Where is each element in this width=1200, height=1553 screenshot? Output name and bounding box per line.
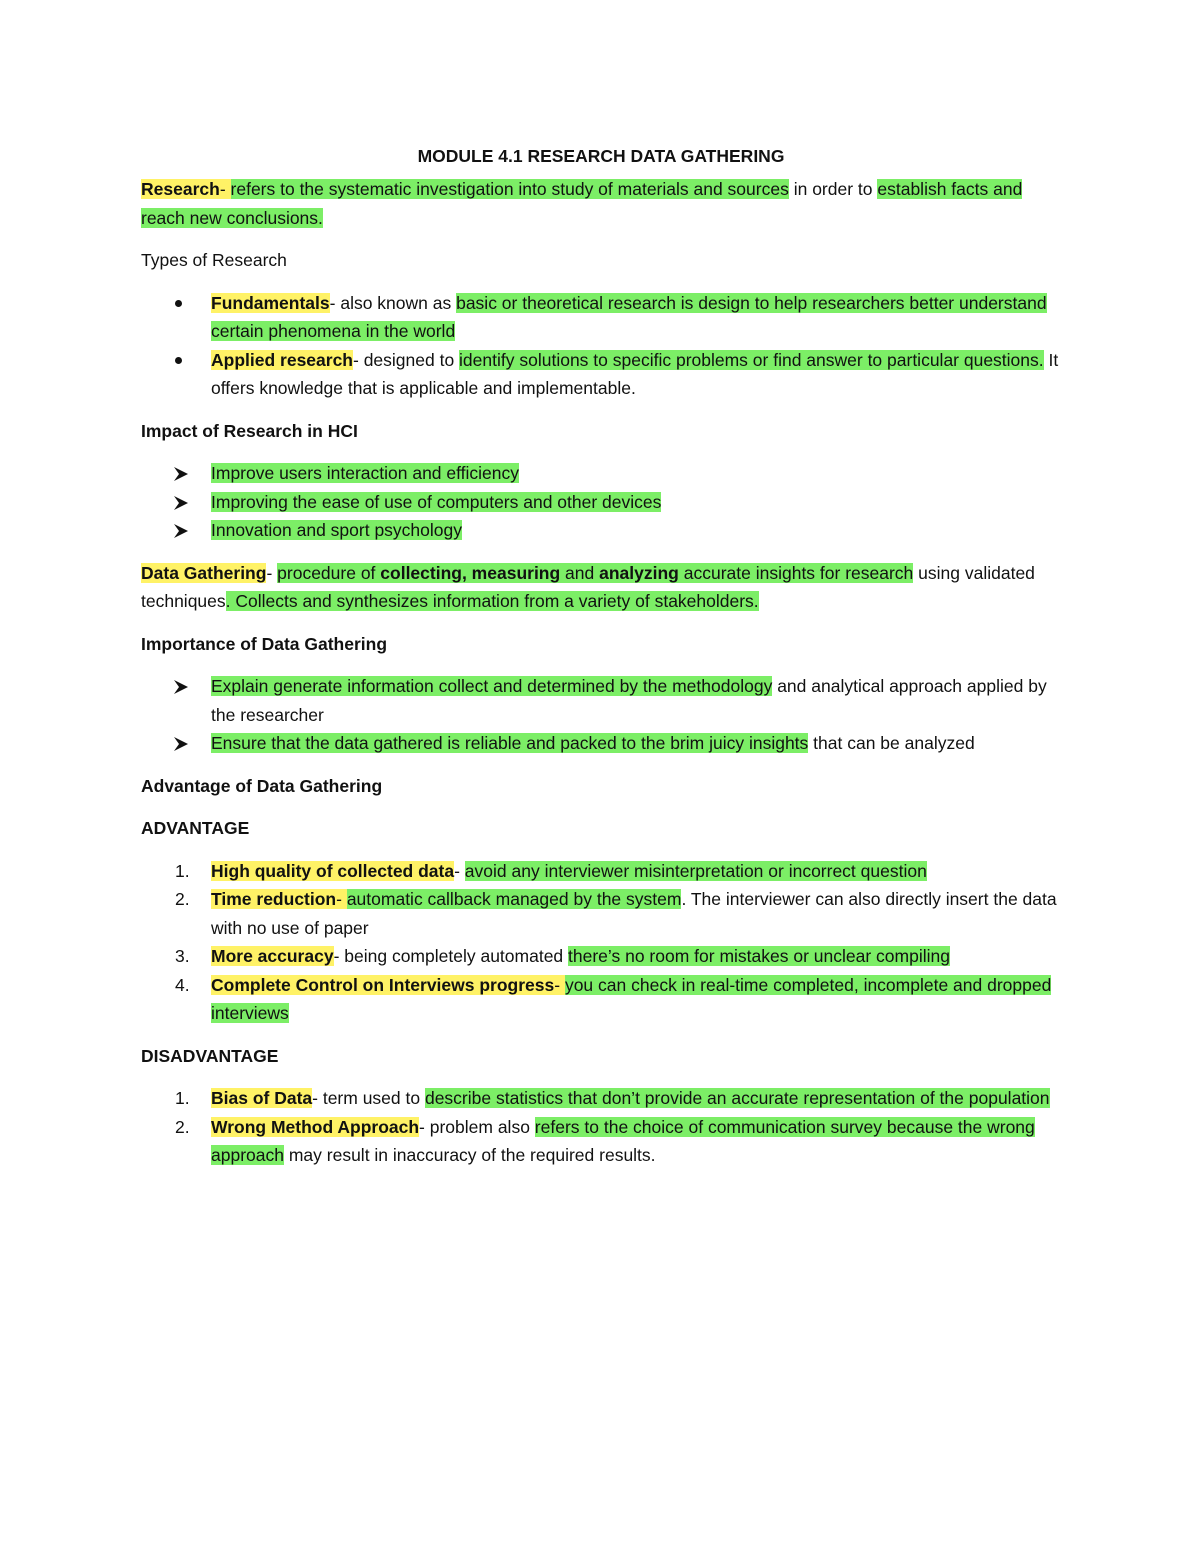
term-data-gathering: Data Gathering (141, 562, 267, 583)
list-item: Fundamentals- also known as basic or theoretical research is design to help researchers better understand certain phenomena in the world (211, 292, 1047, 341)
list-item: 2. Wrong Method Approach- problem also refers to the choice of communication survey because the wrong approach may result in inaccuracy of the required results. (175, 1116, 1035, 1165)
list-item: 1. High quality of collected data- avoid any interviewer misinterpretation or incorrect question (175, 860, 927, 881)
list-item: Improve users interaction and efficiency (141, 459, 1061, 488)
data-gathering-definition: Data Gathering- procedure of collecting, measuring and analyzing accurate insights for research using validated techniques. Collects and synthesizes information from a variety of stakeholders. (141, 562, 1035, 611)
section-heading-importance: Importance of Data Gathering (141, 633, 388, 654)
document-body (141, 141, 1061, 1184)
term-research: Research (141, 179, 220, 199)
list-item: Applied research- designed to identify solutions to specific problems or find answer to particular questions. It offers knowledge that is applicable and implementable. (211, 349, 1059, 398)
section-heading-advantage: ADVANTAGE (141, 818, 250, 838)
list-item: Innovation and sport psychology (141, 516, 1061, 545)
section-heading-advantage-of-data-gathering: Advantage of Data Gathering (141, 775, 383, 796)
section-heading-disadvantage: DISADVANTAGE (141, 1045, 279, 1066)
types-list (141, 289, 1061, 403)
impact-list (141, 459, 1061, 545)
list-item: 2. Time reduction- automatic callback managed by the system. The interviewer can also directly insert the data with no use of paper (175, 889, 1057, 938)
page-title: MODULE 4.1 RESEARCH DATA GATHERING (417, 146, 785, 166)
list-item: Ensure that the data gathered is reliable and packed to the brim juicy insights that can be analyzed (141, 729, 1061, 758)
list-item: 3. More accuracy- being completely automated there’s no room for mistakes or unclear compiling (175, 946, 950, 966)
section-heading-impact: Impact of Research in HCI (141, 420, 358, 441)
list-item: 1. Bias of Data- term used to describe statistics that don’t provide an accurate representation of the population (175, 1088, 1050, 1108)
advantage-list (141, 857, 1061, 1028)
list-item: Explain generate information collect and determined by the methodology and analytical approach applied by the researcher (141, 672, 1061, 729)
list-item: Improving the ease of use of computers and other devices (141, 488, 1061, 517)
section-heading-types: Types of Research (141, 250, 287, 270)
research-definition: Research- refers to the systematic investigation into study of materials and sources in order to establish facts and reach new conclusions. (141, 179, 1023, 228)
importance-list (141, 672, 1061, 758)
list-item: 4. Complete Control on Interviews progress- you can check in real-time completed, incomplete and dropped interviews (175, 974, 1052, 1023)
disadvantage-list (141, 1084, 1061, 1170)
